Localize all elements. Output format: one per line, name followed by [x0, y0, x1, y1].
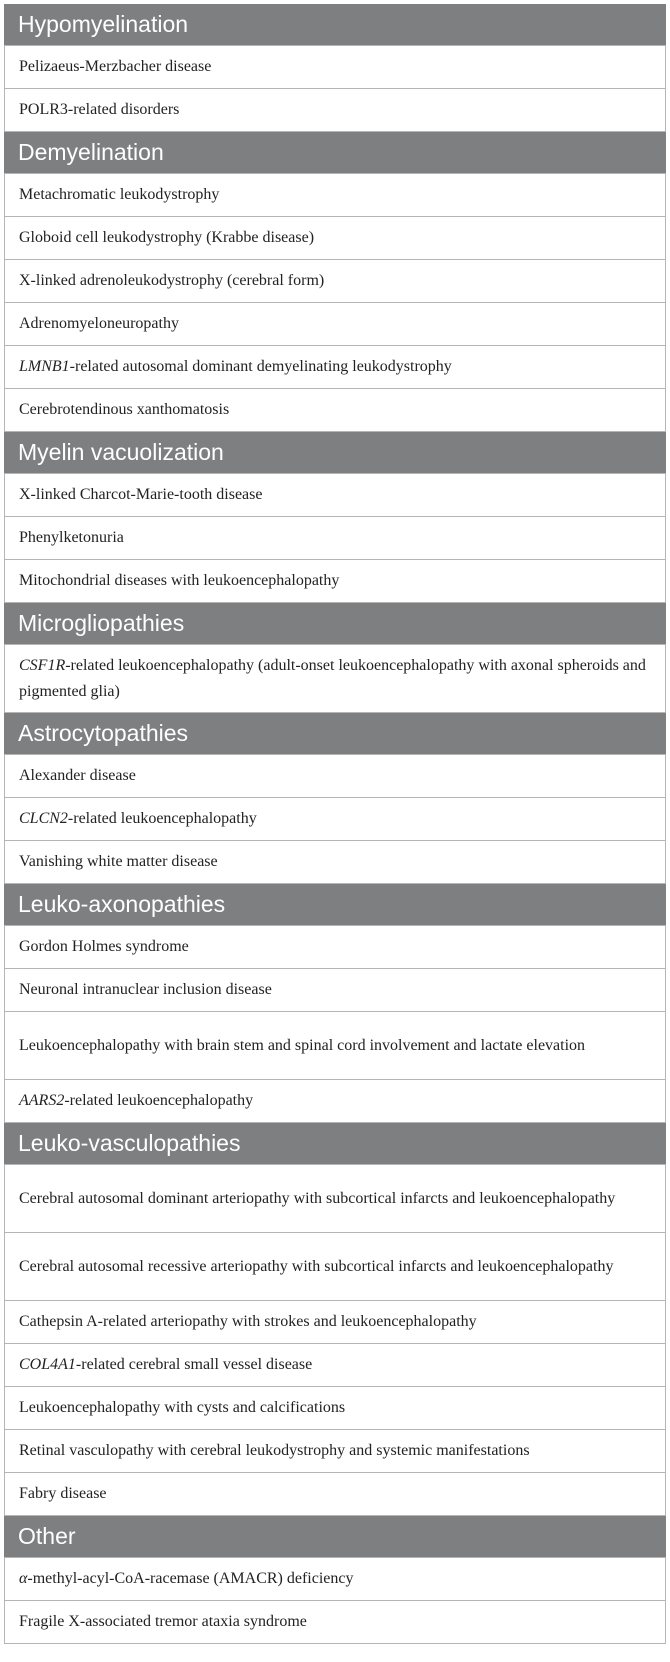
row-label: Metachromatic leukodystrophy: [19, 186, 220, 203]
table-row: [4, 645, 666, 713]
table-row: [4, 969, 666, 1012]
row-label: -related leukoencephalopathy: [67, 810, 257, 827]
row-text: [19, 849, 218, 875]
table-row: [4, 46, 666, 89]
row-label: Alexander disease: [19, 767, 136, 784]
row-label: -methyl-acyl-CoA-racemase (AMACR) deficiency: [27, 1570, 354, 1587]
row-label: Leukoencephalopathy with cysts and calcifications: [19, 1399, 346, 1416]
section-header: Demyelination: [4, 132, 666, 174]
row-text: [19, 97, 179, 123]
table-row: [4, 89, 666, 132]
row-text: [19, 397, 229, 423]
row-label: Retinal vasculopathy with cerebral leukodystrophy and systemic manifestations: [19, 1442, 530, 1459]
row-label: POLR3-related disorders: [19, 101, 180, 118]
table-row: [4, 1301, 666, 1344]
table-row: [4, 1080, 666, 1123]
section-header: Leuko-axonopathies: [4, 884, 666, 926]
row-label: Cathepsin A-related arteriopathy with strokes and leukoencephalopathy: [19, 1313, 477, 1330]
row-label: Fabry disease: [19, 1485, 107, 1502]
table-row: [4, 217, 666, 260]
row-text: [19, 1033, 585, 1059]
row-text: [19, 1609, 307, 1635]
section-header: Microgliopathies: [4, 603, 666, 645]
row-label: Gordon Holmes syndrome: [19, 938, 189, 955]
table-row: [4, 926, 666, 969]
section-header: Hypomyelination: [4, 4, 666, 46]
table-row: [4, 517, 666, 560]
row-label: Mitochondrial diseases with leukoencephalopathy: [19, 572, 340, 589]
table-row: [4, 560, 666, 603]
row-text: [19, 934, 189, 960]
gene-name: COL4A1: [19, 1356, 76, 1373]
row-label: X-linked adrenoleukodystrophy (cerebral form): [19, 272, 325, 289]
section-header: Astrocytopathies: [4, 713, 666, 755]
leukodystrophy-classification-table: [4, 4, 666, 1644]
row-text: [19, 1088, 253, 1114]
row-label: Phenylketonuria: [19, 529, 124, 546]
table-row: [4, 260, 666, 303]
row-text: [19, 311, 179, 337]
table-row: [4, 1601, 666, 1644]
row-label: -related cerebral small vessel disease: [75, 1356, 313, 1373]
row-text: [19, 1254, 613, 1280]
row-label: -related leukoencephalopathy: [64, 1092, 254, 1109]
table-row: [4, 1012, 666, 1080]
table-row: [4, 798, 666, 841]
gene-name: LMNB1: [19, 358, 70, 375]
table-row: [4, 1165, 666, 1233]
row-label: -related leukoencephalopathy (adult-onset leukoencephalopathy with axonal spheroids and pigmented glia): [19, 656, 646, 700]
table-row: [4, 346, 666, 389]
table-row: [4, 474, 666, 517]
row-label: Adrenomyeloneuropathy: [19, 315, 179, 332]
row-text: [19, 1352, 312, 1378]
row-text: [19, 482, 262, 508]
row-text: [19, 268, 324, 294]
row-text: [19, 653, 651, 705]
row-label: Cerebrotendinous xanthomatosis: [19, 401, 230, 418]
row-label: Neuronal intranuclear inclusion disease: [19, 981, 272, 998]
row-label: Cerebral autosomal dominant arteriopathy with subcortical infarcts and leukoencephalopathy: [19, 1189, 616, 1207]
section-header: Leuko-vasculopathies: [4, 1123, 666, 1165]
table-row: [4, 1473, 666, 1516]
row-text: [19, 1186, 615, 1212]
row-text: [19, 1309, 477, 1335]
row-text: [19, 182, 219, 208]
table-row: [4, 174, 666, 217]
table-row: [4, 1344, 666, 1387]
table-row: [4, 1233, 666, 1301]
table-row: [4, 841, 666, 884]
row-text: [19, 1395, 345, 1421]
table-row: [4, 1430, 666, 1473]
row-text: [19, 1438, 530, 1464]
row-text: [19, 225, 314, 251]
row-label: Leukoencephalopathy with brain stem and spinal cord involvement and lactate elevation: [19, 1036, 586, 1054]
row-label: Vanishing white matter disease: [19, 853, 218, 870]
row-text: [19, 1566, 354, 1592]
row-text: [19, 1481, 107, 1507]
row-label: Globoid cell leukodystrophy (Krabbe disease): [19, 229, 315, 246]
row-text: [19, 763, 136, 789]
row-text: [19, 806, 257, 832]
row-label: X-linked Charcot-Marie-tooth disease: [19, 486, 263, 503]
table-row: [4, 1558, 666, 1601]
table-row: [4, 389, 666, 432]
row-label: Pelizaeus-Merzbacher disease: [19, 58, 212, 75]
row-label: -related autosomal dominant demyelinating leukodystrophy: [69, 358, 452, 375]
gene-name: α: [19, 1570, 28, 1587]
gene-name: CSF1R: [19, 656, 66, 674]
table-row: [4, 755, 666, 798]
row-text: [19, 977, 272, 1003]
gene-name: CLCN2: [19, 810, 68, 827]
table-row: [4, 303, 666, 346]
row-label: Fragile X-associated tremor ataxia syndrome: [19, 1613, 307, 1630]
gene-name: AARS2: [19, 1092, 65, 1109]
row-text: [19, 525, 124, 551]
row-text: [19, 568, 339, 594]
row-text: [19, 54, 211, 80]
section-header: Myelin vacuolization: [4, 432, 666, 474]
row-text: [19, 354, 452, 380]
table-row: [4, 1387, 666, 1430]
row-label: Cerebral autosomal recessive arteriopathy with subcortical infarcts and leukoencephalopathy: [19, 1257, 614, 1275]
section-header: Other: [4, 1516, 666, 1558]
